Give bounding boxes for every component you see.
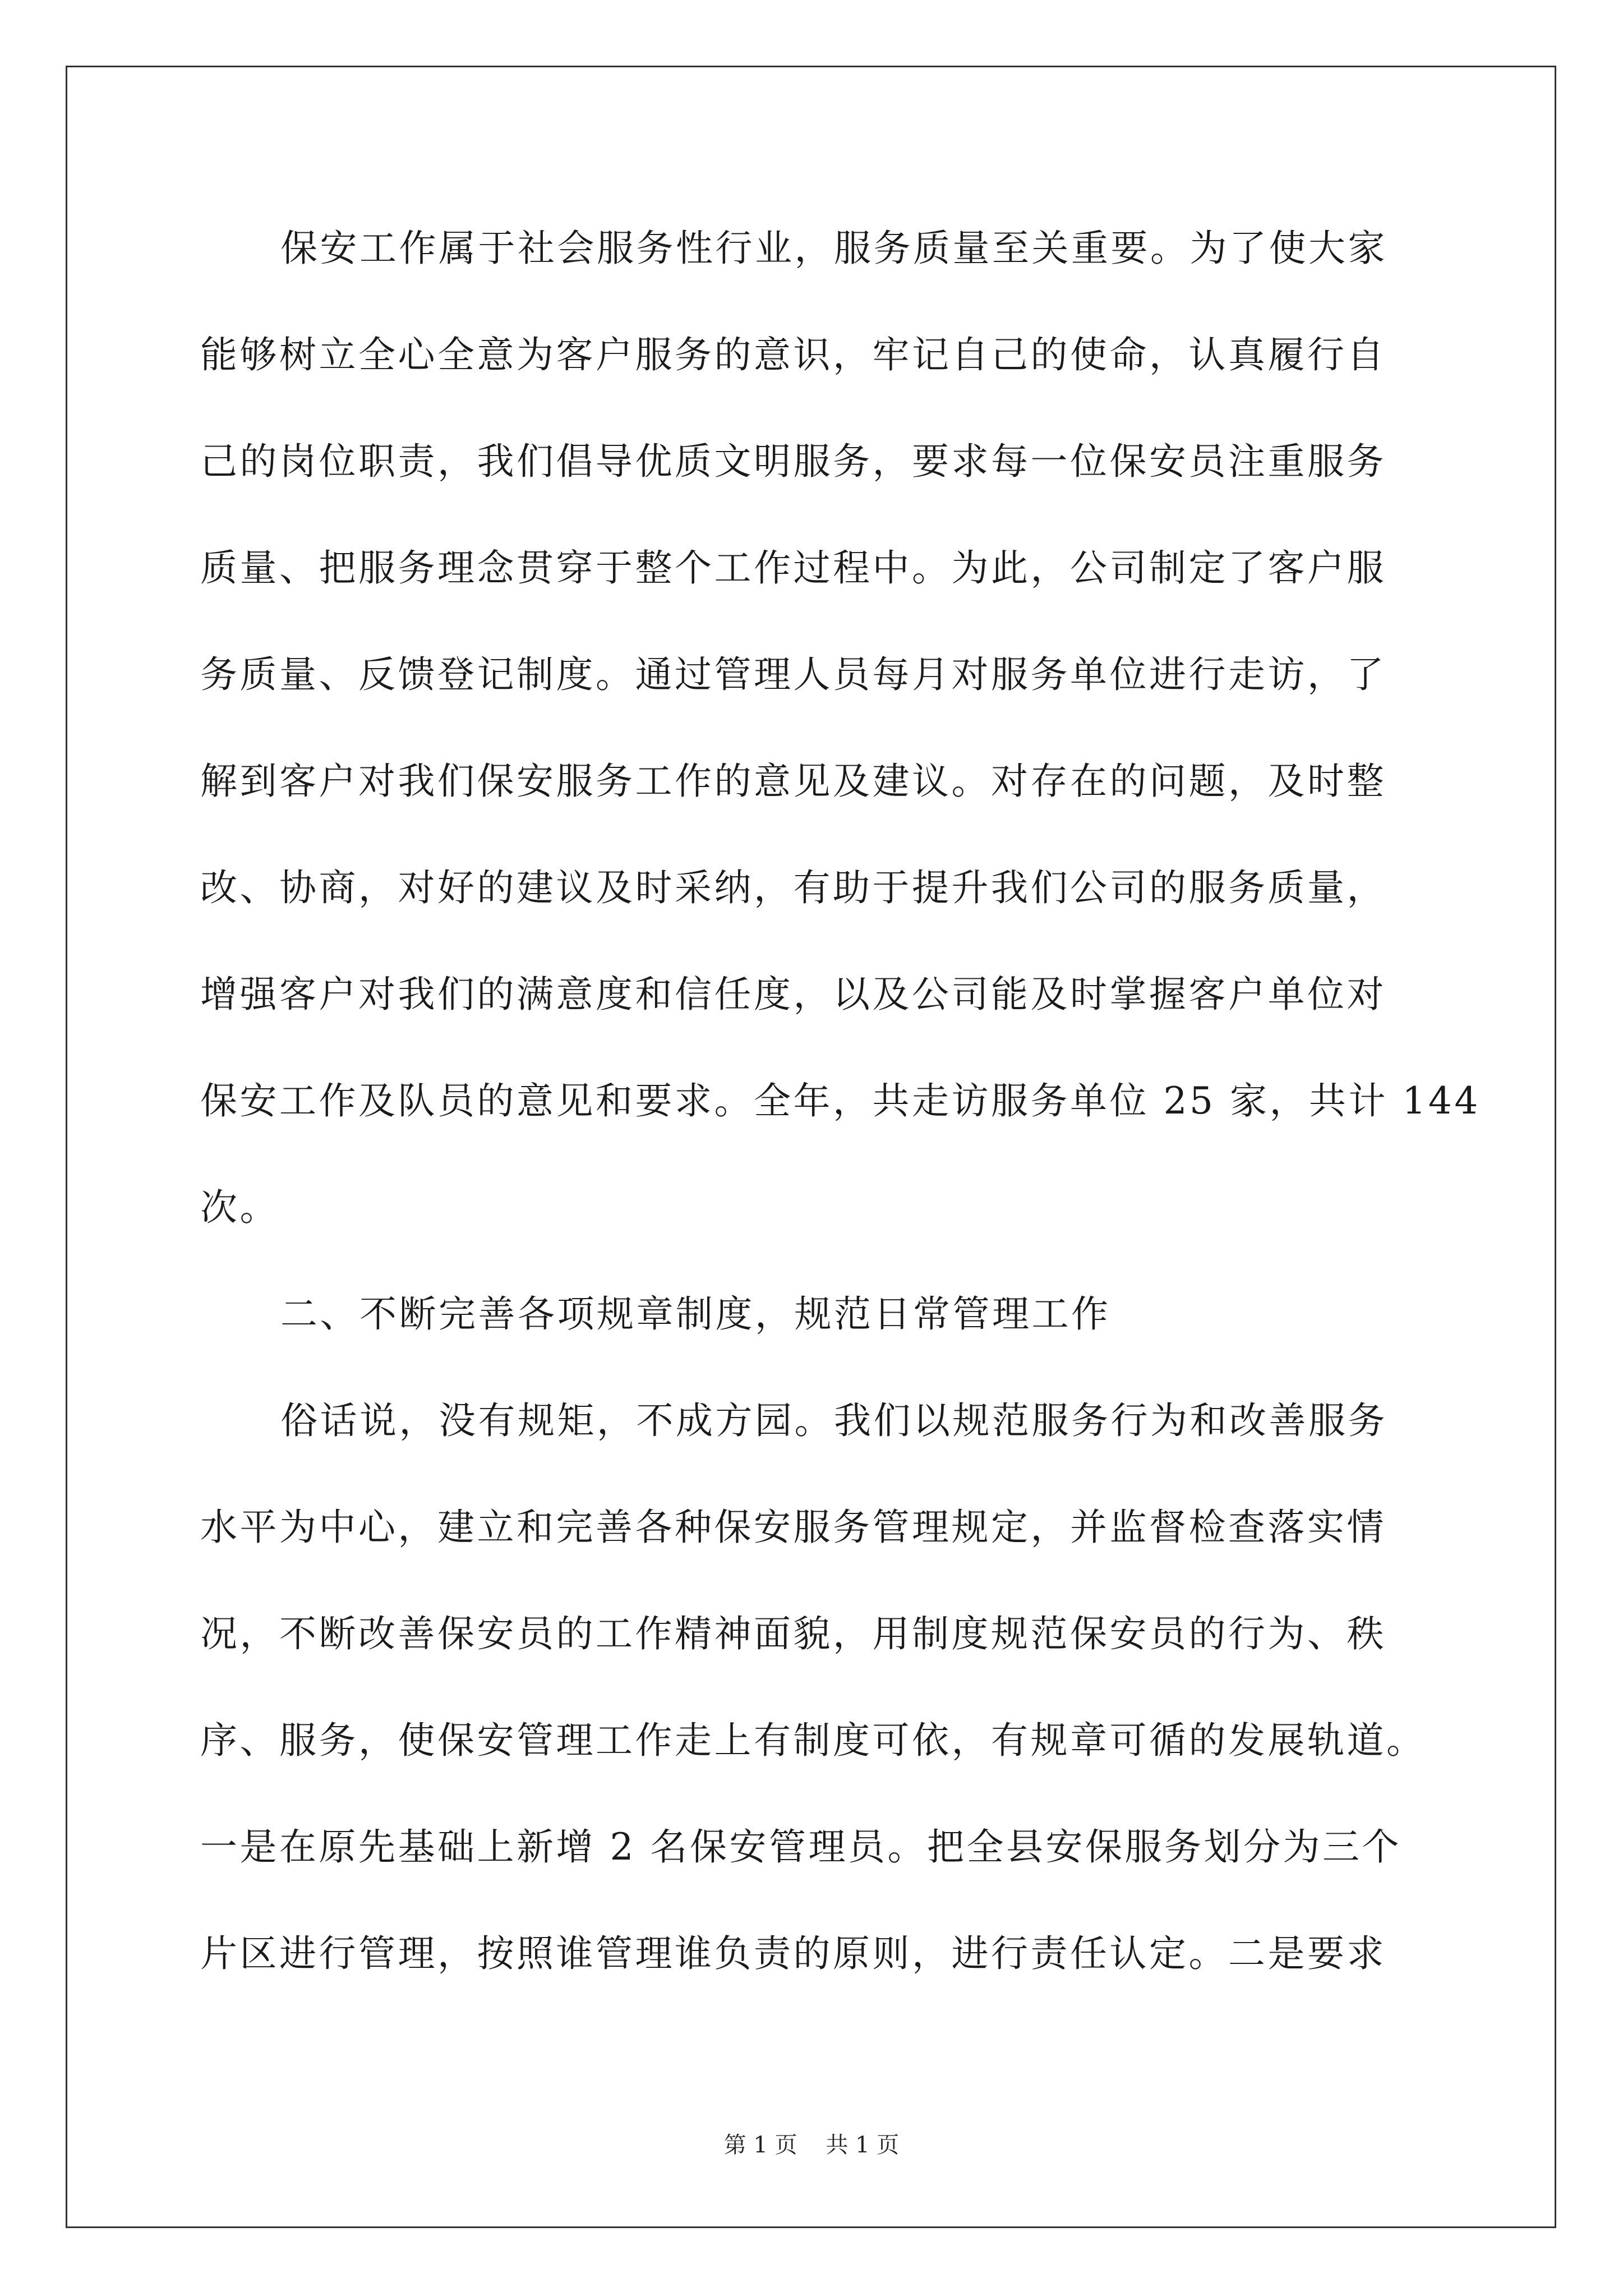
paragraph-line: 增强客户对我们的满意度和信任度，以及公司能及时掌握客户单位对 bbox=[200, 973, 1386, 1016]
paragraph-line: 改、协商，对好的建议及时采纳，有助于提升我们公司的服务质量， bbox=[200, 866, 1386, 909]
page-frame bbox=[66, 66, 1556, 2228]
paragraph-line: 质量、把服务理念贯穿于整个工作过程中。为此，公司制定了客户服 bbox=[200, 546, 1386, 590]
paragraph-line: 己的岗位职责，我们倡导优质文明服务，要求每一位保安员注重服务 bbox=[200, 440, 1386, 483]
paragraph-line: 序、服务，使保安管理工作走上有制度可依，有规章可循的发展轨道。 bbox=[200, 1719, 1426, 1762]
paragraph-line: 况，不断改善保安员的工作精神面貌，用制度规范保安员的行为、秩 bbox=[200, 1612, 1386, 1655]
paragraph-line: 解到客户对我们保安服务工作的意见及建议。对存在的问题，及时整 bbox=[200, 760, 1386, 803]
page-number-footer: 第 1 页 共 1 页 bbox=[723, 2132, 900, 2158]
section-heading: 二、不断完善各项规章制度，规范日常管理工作 bbox=[280, 1292, 1111, 1336]
paragraph-line: 俗话说，没有规矩，不成方园。我们以规范服务行为和改善服务 bbox=[280, 1399, 1387, 1442]
paragraph-line: 能够树立全心全意为客户服务的意识，牢记自己的使命，认真履行自 bbox=[200, 333, 1386, 376]
paragraph-line: 水平为中心，建立和完善各种保安服务管理规定，并监督检查落实情 bbox=[200, 1506, 1386, 1549]
paragraph-line: 保安工作属于社会服务性行业，服务质量至关重要。为了使大家 bbox=[280, 227, 1387, 270]
paragraph-line: 一是在原先基础上新增 2 名保安管理员。把全县安保服务划分为三个 bbox=[200, 1825, 1401, 1869]
paragraph-line: 次。 bbox=[200, 1186, 279, 1229]
paragraph-line: 务质量、反馈登记制度。通过管理人员每月对服务单位进行走访，了 bbox=[200, 653, 1386, 696]
paragraph-line: 保安工作及队员的意见和要求。全年，共走访服务单位 25 家，共计 144 bbox=[200, 1079, 1481, 1122]
paragraph-line: 片区进行管理，按照谁管理谁负责的原则，进行责任认定。二是要求 bbox=[200, 1932, 1386, 1975]
